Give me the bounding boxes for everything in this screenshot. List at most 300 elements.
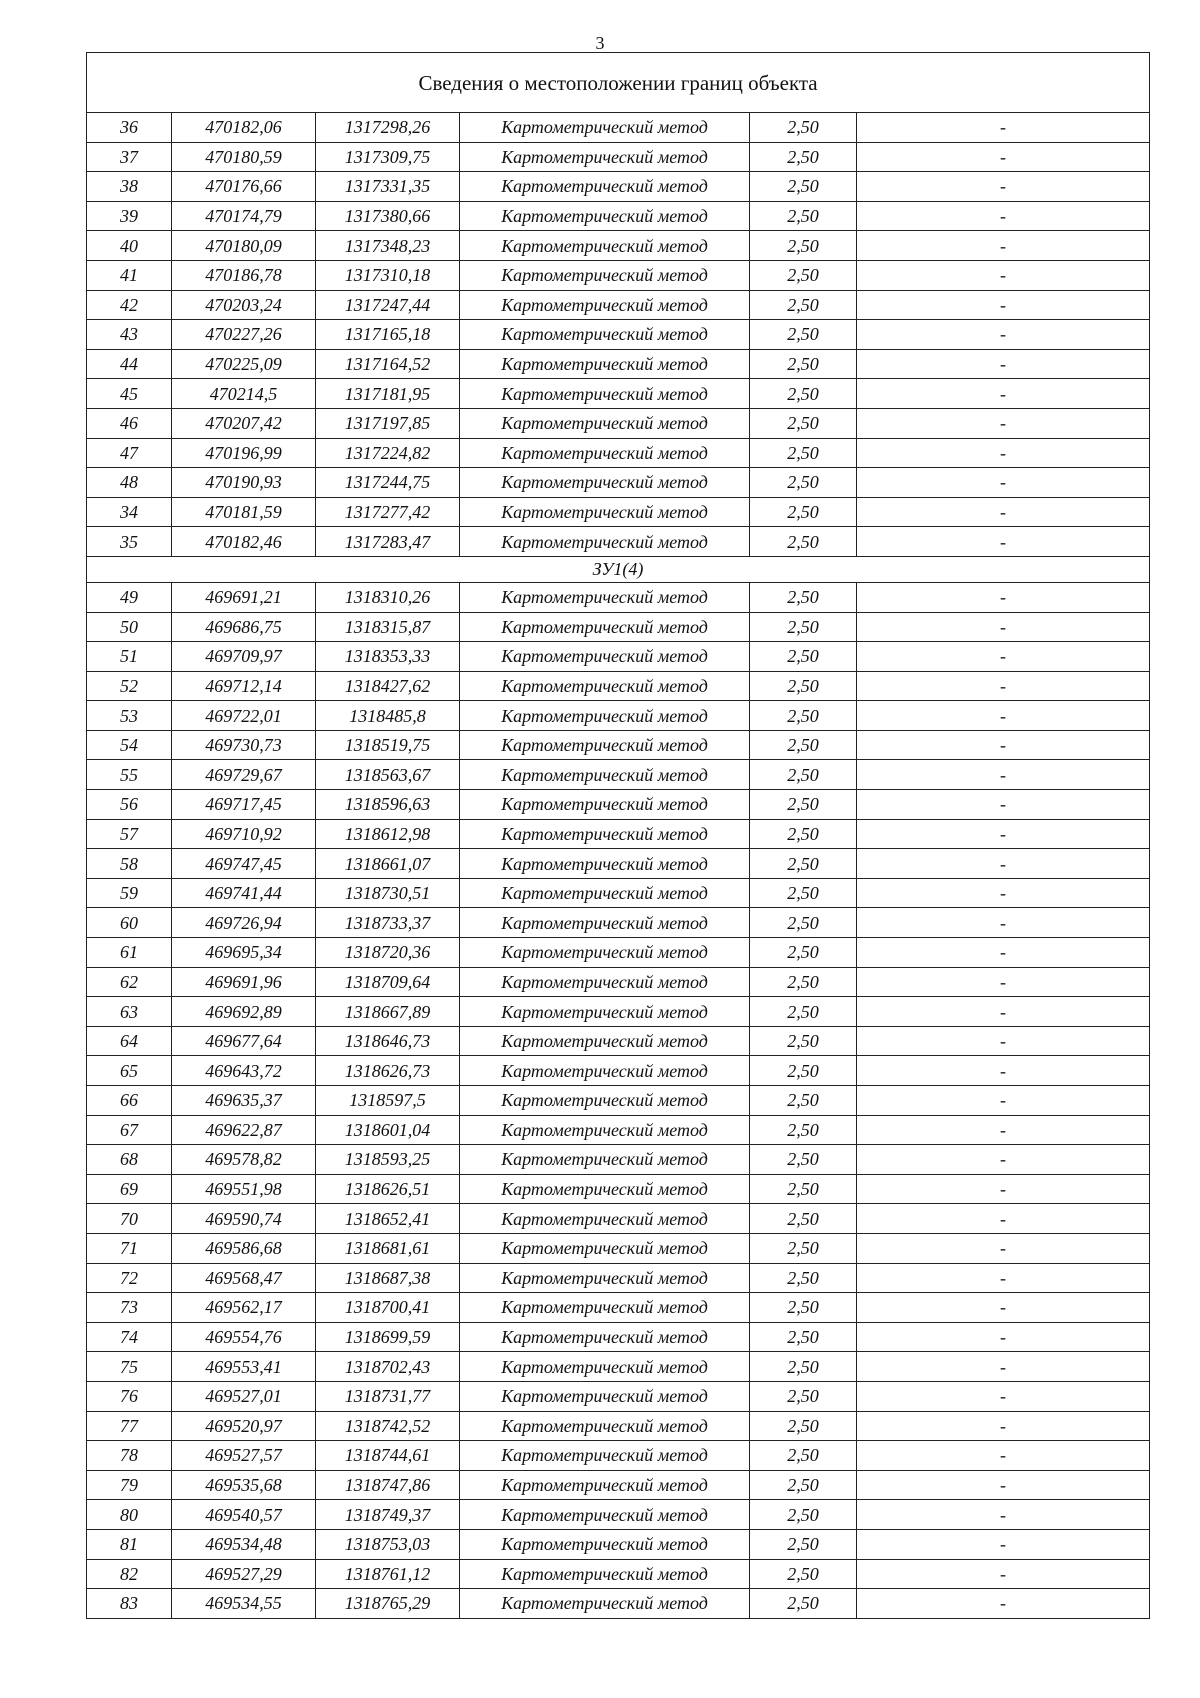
x-coordinate-cell: 469709,97 [172, 642, 316, 672]
method-cell: Картометрический метод [460, 582, 750, 612]
x-coordinate-cell: 470227,26 [172, 320, 316, 350]
table-row [87, 730, 1150, 760]
table-row [87, 849, 1150, 879]
x-coordinate-cell: 469686,75 [172, 612, 316, 642]
accuracy-cell: 2,50 [750, 849, 857, 879]
point-number-cell: 43 [87, 320, 172, 350]
method-cell: Картометрический метод [460, 1293, 750, 1323]
accuracy-cell: 2,50 [750, 349, 857, 379]
method-cell: Картометрический метод [460, 730, 750, 760]
description-cell: - [857, 730, 1150, 760]
table-row [87, 172, 1150, 202]
table-row [87, 1352, 1150, 1382]
table-row [87, 642, 1150, 672]
method-cell: Картометрический метод [460, 1381, 750, 1411]
accuracy-cell: 2,50 [750, 878, 857, 908]
description-cell: - [857, 468, 1150, 498]
x-coordinate-cell: 470203,24 [172, 290, 316, 320]
description-cell: - [857, 1441, 1150, 1471]
table-row [87, 201, 1150, 231]
method-cell: Картометрический метод [460, 760, 750, 790]
x-coordinate-cell: 470176,66 [172, 172, 316, 202]
table-row [87, 142, 1150, 172]
description-cell: - [857, 997, 1150, 1027]
description-cell: - [857, 938, 1150, 968]
table-row [87, 938, 1150, 968]
table-row [87, 260, 1150, 290]
method-cell: Картометрический метод [460, 1559, 750, 1589]
point-number-cell: 70 [87, 1204, 172, 1234]
y-coordinate-cell: 1318612,98 [316, 819, 460, 849]
y-coordinate-cell: 1318626,73 [316, 1056, 460, 1086]
table-row [87, 1529, 1150, 1559]
table-row [87, 320, 1150, 350]
x-coordinate-cell: 469677,64 [172, 1026, 316, 1056]
x-coordinate-cell: 469741,44 [172, 878, 316, 908]
method-cell: Картометрический метод [460, 1441, 750, 1471]
table-row [87, 349, 1150, 379]
table-row [87, 1441, 1150, 1471]
description-cell: - [857, 908, 1150, 938]
y-coordinate-cell: 1318761,12 [316, 1559, 460, 1589]
table-row [87, 1500, 1150, 1530]
y-coordinate-cell: 1318687,38 [316, 1263, 460, 1293]
point-number-cell: 67 [87, 1115, 172, 1145]
table-row [87, 760, 1150, 790]
accuracy-cell: 2,50 [750, 172, 857, 202]
x-coordinate-cell: 469726,94 [172, 908, 316, 938]
y-coordinate-cell: 1317283,47 [316, 527, 460, 557]
description-cell: - [857, 760, 1150, 790]
x-coordinate-cell: 469717,45 [172, 790, 316, 820]
method-cell: Картометрический метод [460, 113, 750, 143]
x-coordinate-cell: 470181,59 [172, 497, 316, 527]
point-number-cell: 79 [87, 1470, 172, 1500]
x-coordinate-cell: 469635,37 [172, 1086, 316, 1116]
accuracy-cell: 2,50 [750, 967, 857, 997]
point-number-cell: 41 [87, 260, 172, 290]
description-cell: - [857, 612, 1150, 642]
point-number-cell: 52 [87, 671, 172, 701]
description-cell: - [857, 497, 1150, 527]
description-cell: - [857, 582, 1150, 612]
method-cell: Картометрический метод [460, 967, 750, 997]
description-cell: - [857, 1056, 1150, 1086]
description-cell: - [857, 1174, 1150, 1204]
x-coordinate-cell: 470196,99 [172, 438, 316, 468]
point-number-cell: 45 [87, 379, 172, 409]
point-number-cell: 76 [87, 1381, 172, 1411]
accuracy-cell: 2,50 [750, 201, 857, 231]
method-cell: Картометрический метод [460, 1086, 750, 1116]
description-cell: - [857, 1559, 1150, 1589]
y-coordinate-cell: 1317165,18 [316, 320, 460, 350]
section-header-row [87, 556, 1150, 582]
y-coordinate-cell: 1318597,5 [316, 1086, 460, 1116]
description-cell: - [857, 1204, 1150, 1234]
x-coordinate-cell: 469590,74 [172, 1204, 316, 1234]
method-cell: Картометрический метод [460, 349, 750, 379]
x-coordinate-cell: 469534,55 [172, 1589, 316, 1619]
x-coordinate-cell: 470180,09 [172, 231, 316, 261]
method-cell: Картометрический метод [460, 1470, 750, 1500]
method-cell: Картометрический метод [460, 1026, 750, 1056]
description-cell: - [857, 290, 1150, 320]
accuracy-cell: 2,50 [750, 760, 857, 790]
accuracy-cell: 2,50 [750, 938, 857, 968]
y-coordinate-cell: 1318667,89 [316, 997, 460, 1027]
accuracy-cell: 2,50 [750, 1500, 857, 1530]
table-row [87, 438, 1150, 468]
table-row [87, 1322, 1150, 1352]
method-cell: Картометрический метод [460, 1589, 750, 1619]
y-coordinate-cell: 1318731,77 [316, 1381, 460, 1411]
method-cell: Картометрический метод [460, 497, 750, 527]
method-cell: Картометрический метод [460, 320, 750, 350]
method-cell: Картометрический метод [460, 1263, 750, 1293]
point-number-cell: 49 [87, 582, 172, 612]
accuracy-cell: 2,50 [750, 113, 857, 143]
accuracy-cell: 2,50 [750, 231, 857, 261]
point-number-cell: 63 [87, 997, 172, 1027]
x-coordinate-cell: 469553,41 [172, 1352, 316, 1382]
x-coordinate-cell: 469535,68 [172, 1470, 316, 1500]
accuracy-cell: 2,50 [750, 260, 857, 290]
accuracy-cell: 2,50 [750, 1026, 857, 1056]
x-coordinate-cell: 470174,79 [172, 201, 316, 231]
accuracy-cell: 2,50 [750, 1589, 857, 1619]
description-cell: - [857, 701, 1150, 731]
x-coordinate-cell: 470182,46 [172, 527, 316, 557]
method-cell: Картометрический метод [460, 790, 750, 820]
method-cell: Картометрический метод [460, 142, 750, 172]
method-cell: Картометрический метод [460, 1411, 750, 1441]
table-row [87, 497, 1150, 527]
table-row [87, 582, 1150, 612]
method-cell: Картометрический метод [460, 1145, 750, 1175]
table-row [87, 997, 1150, 1027]
method-cell: Картометрический метод [460, 1529, 750, 1559]
y-coordinate-cell: 1317164,52 [316, 349, 460, 379]
accuracy-cell: 2,50 [750, 642, 857, 672]
y-coordinate-cell: 1318733,37 [316, 908, 460, 938]
description-cell: - [857, 967, 1150, 997]
description-cell: - [857, 1352, 1150, 1382]
table-row [87, 1263, 1150, 1293]
table-row [87, 701, 1150, 731]
x-coordinate-cell: 469622,87 [172, 1115, 316, 1145]
method-cell: Картометрический метод [460, 1233, 750, 1263]
y-coordinate-cell: 1318563,67 [316, 760, 460, 790]
accuracy-cell: 2,50 [750, 1559, 857, 1589]
method-cell: Картометрический метод [460, 379, 750, 409]
table-row [87, 1381, 1150, 1411]
accuracy-cell: 2,50 [750, 1145, 857, 1175]
point-number-cell: 53 [87, 701, 172, 731]
method-cell: Картометрический метод [460, 908, 750, 938]
description-cell: - [857, 1470, 1150, 1500]
x-coordinate-cell: 469730,73 [172, 730, 316, 760]
point-number-cell: 55 [87, 760, 172, 790]
x-coordinate-cell: 469554,76 [172, 1322, 316, 1352]
y-coordinate-cell: 1318749,37 [316, 1500, 460, 1530]
point-number-cell: 64 [87, 1026, 172, 1056]
y-coordinate-cell: 1317310,18 [316, 260, 460, 290]
boundary-coordinates-table [86, 52, 1150, 1619]
accuracy-cell: 2,50 [750, 1441, 857, 1471]
table-row [87, 527, 1150, 557]
description-cell: - [857, 527, 1150, 557]
table-row [87, 1233, 1150, 1263]
accuracy-cell: 2,50 [750, 908, 857, 938]
y-coordinate-cell: 1317224,82 [316, 438, 460, 468]
point-number-cell: 83 [87, 1589, 172, 1619]
point-number-cell: 57 [87, 819, 172, 849]
description-cell: - [857, 320, 1150, 350]
y-coordinate-cell: 1318646,73 [316, 1026, 460, 1056]
y-coordinate-cell: 1318742,52 [316, 1411, 460, 1441]
y-coordinate-cell: 1318744,61 [316, 1441, 460, 1471]
point-number-cell: 35 [87, 527, 172, 557]
y-coordinate-cell: 1317348,23 [316, 231, 460, 261]
point-number-cell: 61 [87, 938, 172, 968]
description-cell: - [857, 113, 1150, 143]
point-number-cell: 44 [87, 349, 172, 379]
accuracy-cell: 2,50 [750, 1293, 857, 1323]
method-cell: Картометрический метод [460, 438, 750, 468]
method-cell: Картометрический метод [460, 701, 750, 731]
accuracy-cell: 2,50 [750, 701, 857, 731]
x-coordinate-cell: 469691,96 [172, 967, 316, 997]
method-cell: Картометрический метод [460, 878, 750, 908]
point-number-cell: 50 [87, 612, 172, 642]
x-coordinate-cell: 469534,48 [172, 1529, 316, 1559]
y-coordinate-cell: 1318427,62 [316, 671, 460, 701]
x-coordinate-cell: 469562,17 [172, 1293, 316, 1323]
x-coordinate-cell: 469568,47 [172, 1263, 316, 1293]
table-row [87, 1293, 1150, 1323]
description-cell: - [857, 142, 1150, 172]
page-number: 3 [595, 33, 605, 53]
description-cell: - [857, 819, 1150, 849]
accuracy-cell: 2,50 [750, 142, 857, 172]
table-body [87, 53, 1150, 1619]
y-coordinate-cell: 1318702,43 [316, 1352, 460, 1382]
table-row [87, 967, 1150, 997]
description-cell: - [857, 438, 1150, 468]
y-coordinate-cell: 1318709,64 [316, 967, 460, 997]
point-number-cell: 40 [87, 231, 172, 261]
method-cell: Картометрический метод [460, 671, 750, 701]
table-row [87, 1026, 1150, 1056]
y-coordinate-cell: 1318681,61 [316, 1233, 460, 1263]
method-cell: Картометрический метод [460, 612, 750, 642]
method-cell: Картометрический метод [460, 849, 750, 879]
point-number-cell: 72 [87, 1263, 172, 1293]
x-coordinate-cell: 469722,01 [172, 701, 316, 731]
point-number-cell: 60 [87, 908, 172, 938]
y-coordinate-cell: 1318720,36 [316, 938, 460, 968]
x-coordinate-cell: 470225,09 [172, 349, 316, 379]
accuracy-cell: 2,50 [750, 1115, 857, 1145]
y-coordinate-cell: 1318519,75 [316, 730, 460, 760]
y-coordinate-cell: 1318593,25 [316, 1145, 460, 1175]
point-number-cell: 62 [87, 967, 172, 997]
table-row [87, 908, 1150, 938]
method-cell: Картометрический метод [460, 260, 750, 290]
method-cell: Картометрический метод [460, 1174, 750, 1204]
accuracy-cell: 2,50 [750, 438, 857, 468]
table-title-row [87, 53, 1150, 113]
y-coordinate-cell: 1318700,41 [316, 1293, 460, 1323]
method-cell: Картометрический метод [460, 1056, 750, 1086]
description-cell: - [857, 349, 1150, 379]
table-row [87, 113, 1150, 143]
point-number-cell: 47 [87, 438, 172, 468]
y-coordinate-cell: 1318699,59 [316, 1322, 460, 1352]
accuracy-cell: 2,50 [750, 997, 857, 1027]
accuracy-cell: 2,50 [750, 290, 857, 320]
y-coordinate-cell: 1318353,33 [316, 642, 460, 672]
description-cell: - [857, 1529, 1150, 1559]
y-coordinate-cell: 1317247,44 [316, 290, 460, 320]
x-coordinate-cell: 469691,21 [172, 582, 316, 612]
y-coordinate-cell: 1317181,95 [316, 379, 460, 409]
description-cell: - [857, 878, 1150, 908]
y-coordinate-cell: 1318310,26 [316, 582, 460, 612]
table-row [87, 1145, 1150, 1175]
description-cell: - [857, 790, 1150, 820]
description-cell: - [857, 408, 1150, 438]
accuracy-cell: 2,50 [750, 730, 857, 760]
y-coordinate-cell: 1318747,86 [316, 1470, 460, 1500]
method-cell: Картометрический метод [460, 1115, 750, 1145]
point-number-cell: 36 [87, 113, 172, 143]
description-cell: - [857, 1115, 1150, 1145]
y-coordinate-cell: 1317331,35 [316, 172, 460, 202]
table-row [87, 790, 1150, 820]
y-coordinate-cell: 1318661,07 [316, 849, 460, 879]
y-coordinate-cell: 1318765,29 [316, 1589, 460, 1619]
point-number-cell: 78 [87, 1441, 172, 1471]
table-row [87, 1559, 1150, 1589]
x-coordinate-cell: 469540,57 [172, 1500, 316, 1530]
point-number-cell: 73 [87, 1293, 172, 1323]
accuracy-cell: 2,50 [750, 379, 857, 409]
accuracy-cell: 2,50 [750, 1174, 857, 1204]
point-number-cell: 42 [87, 290, 172, 320]
point-number-cell: 77 [87, 1411, 172, 1441]
accuracy-cell: 2,50 [750, 1529, 857, 1559]
point-number-cell: 81 [87, 1529, 172, 1559]
accuracy-cell: 2,50 [750, 468, 857, 498]
description-cell: - [857, 1411, 1150, 1441]
table-row [87, 1086, 1150, 1116]
point-number-cell: 75 [87, 1352, 172, 1382]
method-cell: Картометрический метод [460, 997, 750, 1027]
y-coordinate-cell: 1318485,8 [316, 701, 460, 731]
point-number-cell: 71 [87, 1233, 172, 1263]
accuracy-cell: 2,50 [750, 790, 857, 820]
accuracy-cell: 2,50 [750, 1352, 857, 1382]
method-cell: Картометрический метод [460, 290, 750, 320]
accuracy-cell: 2,50 [750, 612, 857, 642]
x-coordinate-cell: 470207,42 [172, 408, 316, 438]
method-cell: Картометрический метод [460, 201, 750, 231]
x-coordinate-cell: 470182,06 [172, 113, 316, 143]
y-coordinate-cell: 1318315,87 [316, 612, 460, 642]
accuracy-cell: 2,50 [750, 527, 857, 557]
description-cell: - [857, 260, 1150, 290]
point-number-cell: 69 [87, 1174, 172, 1204]
accuracy-cell: 2,50 [750, 1263, 857, 1293]
table-row [87, 231, 1150, 261]
x-coordinate-cell: 470180,59 [172, 142, 316, 172]
table-row [87, 1056, 1150, 1086]
y-coordinate-cell: 1317309,75 [316, 142, 460, 172]
point-number-cell: 66 [87, 1086, 172, 1116]
description-cell: - [857, 1145, 1150, 1175]
x-coordinate-cell: 469527,29 [172, 1559, 316, 1589]
accuracy-cell: 2,50 [750, 1322, 857, 1352]
description-cell: - [857, 1263, 1150, 1293]
method-cell: Картометрический метод [460, 231, 750, 261]
method-cell: Картометрический метод [460, 172, 750, 202]
point-number-cell: 46 [87, 408, 172, 438]
table-row [87, 1589, 1150, 1619]
description-cell: - [857, 1086, 1150, 1116]
description-cell: - [857, 1500, 1150, 1530]
method-cell: Картометрический метод [460, 1500, 750, 1530]
method-cell: Картометрический метод [460, 1352, 750, 1382]
point-number-cell: 34 [87, 497, 172, 527]
accuracy-cell: 2,50 [750, 1086, 857, 1116]
description-cell: - [857, 231, 1150, 261]
method-cell: Картометрический метод [460, 819, 750, 849]
y-coordinate-cell: 1317380,66 [316, 201, 460, 231]
method-cell: Картометрический метод [460, 1204, 750, 1234]
description-cell: - [857, 1293, 1150, 1323]
table-row [87, 1115, 1150, 1145]
x-coordinate-cell: 469747,45 [172, 849, 316, 879]
point-number-cell: 38 [87, 172, 172, 202]
description-cell: - [857, 671, 1150, 701]
point-number-cell: 39 [87, 201, 172, 231]
method-cell: Картометрический метод [460, 938, 750, 968]
x-coordinate-cell: 470186,78 [172, 260, 316, 290]
x-coordinate-cell: 469527,01 [172, 1381, 316, 1411]
point-number-cell: 80 [87, 1500, 172, 1530]
method-cell: Картометрический метод [460, 468, 750, 498]
x-coordinate-cell: 469729,67 [172, 760, 316, 790]
y-coordinate-cell: 1317197,85 [316, 408, 460, 438]
table-row [87, 612, 1150, 642]
accuracy-cell: 2,50 [750, 1204, 857, 1234]
table-row [87, 1204, 1150, 1234]
point-number-cell: 65 [87, 1056, 172, 1086]
accuracy-cell: 2,50 [750, 1470, 857, 1500]
method-cell: Картометрический метод [460, 408, 750, 438]
x-coordinate-cell: 469710,92 [172, 819, 316, 849]
point-number-cell: 56 [87, 790, 172, 820]
table-row [87, 1470, 1150, 1500]
y-coordinate-cell: 1318596,63 [316, 790, 460, 820]
accuracy-cell: 2,50 [750, 320, 857, 350]
description-cell: - [857, 379, 1150, 409]
section-label: ЗУ1(4) [87, 556, 1150, 582]
accuracy-cell: 2,50 [750, 408, 857, 438]
point-number-cell: 74 [87, 1322, 172, 1352]
